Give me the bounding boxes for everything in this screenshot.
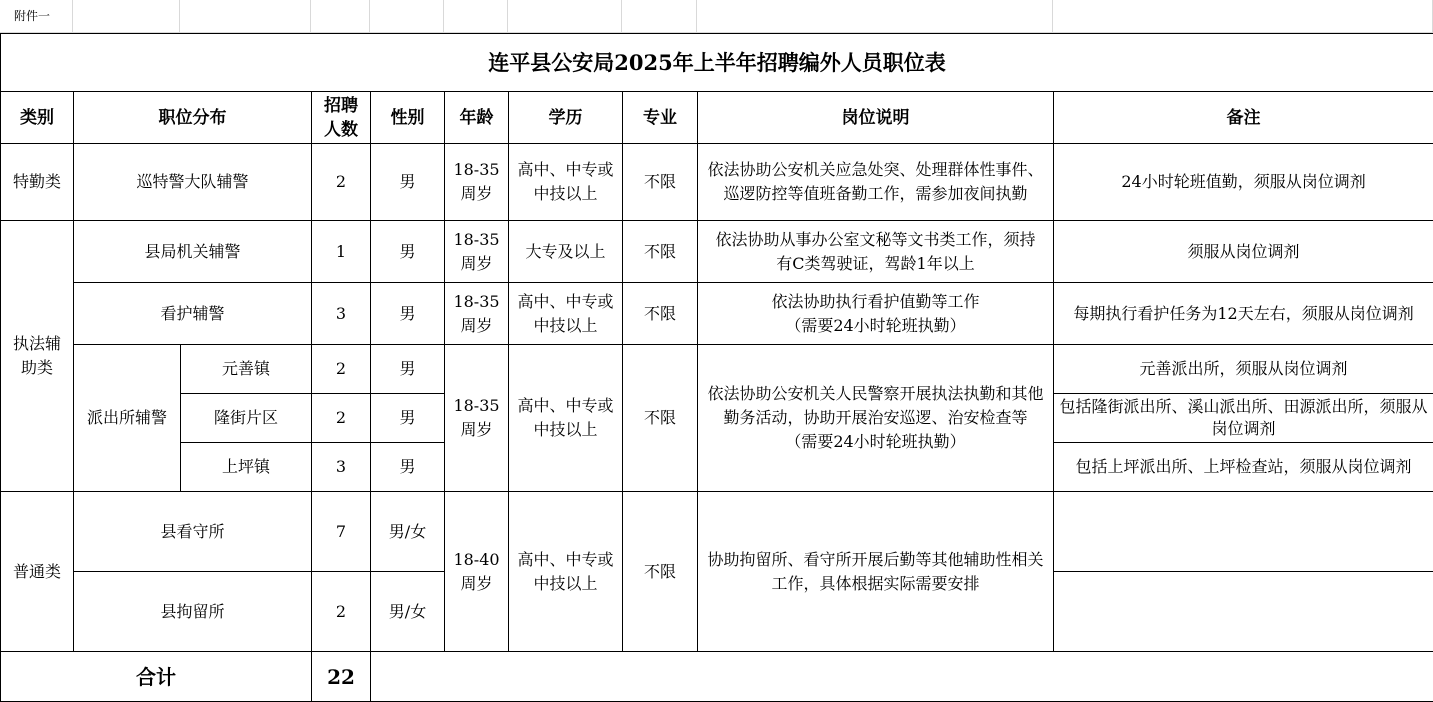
empty-cell	[73, 0, 180, 33]
header-gender: 性别	[371, 92, 445, 144]
count-cell: 3	[312, 443, 371, 492]
station-group-cell: 派出所辅警	[74, 345, 181, 492]
position-cell: 看护辅警	[74, 283, 312, 345]
table-row	[1, 221, 1433, 283]
count-cell: 2	[312, 144, 371, 221]
gender-cell: 男	[371, 221, 445, 283]
recruitment-table	[0, 33, 1433, 702]
age-cell: 18-35周岁	[445, 283, 509, 345]
total-count: 22	[312, 652, 371, 702]
remarks-cell: 每期执行看护任务为12天左右，须服从岗位调剂	[1054, 283, 1433, 345]
header-age: 年龄	[445, 92, 509, 144]
empty-cell	[622, 0, 697, 33]
description-cell: 依法协助公安机关应急处突、处理群体性事件、巡逻防控等值班备勤工作，需参加夜间执勤	[698, 144, 1054, 221]
description-note: （需要24小时轮班执勤）	[702, 314, 1049, 338]
category-cell: 特勤类	[1, 144, 74, 221]
category-cell: 执法辅助类	[1, 221, 74, 492]
location-cell: 上坪镇	[181, 443, 312, 492]
gender-cell: 男	[371, 144, 445, 221]
table-row	[1, 492, 1433, 572]
education-cell: 大专及以上	[509, 221, 623, 283]
gender-cell: 男/女	[371, 572, 445, 652]
description-cell: 依法协助从事办公室文秘等文书类工作，须持有C类驾驶证，驾龄1年以上	[698, 221, 1054, 283]
remarks-cell: 包括隆街派出所、溪山派出所、田源派出所，须服从岗位调剂	[1054, 394, 1433, 443]
count-cell: 2	[312, 572, 371, 652]
position-cell: 县看守所	[74, 492, 312, 572]
location-cell: 元善镇	[181, 345, 312, 394]
education-cell: 高中、中专或中技以上	[509, 345, 623, 492]
total-row	[1, 652, 1433, 702]
age-cell: 18-35周岁	[445, 345, 509, 492]
description-cell	[698, 283, 1054, 345]
remarks-cell: 须服从岗位调剂	[1054, 221, 1433, 283]
major-cell: 不限	[623, 144, 698, 221]
position-cell: 巡特警大队辅警	[74, 144, 312, 221]
education-cell: 高中、中专或中技以上	[509, 283, 623, 345]
empty-cell	[370, 0, 444, 33]
count-cell: 2	[312, 345, 371, 394]
remarks-cell: 24小时轮班值勤，须服从岗位调剂	[1054, 144, 1433, 221]
header-description: 岗位说明	[698, 92, 1054, 144]
count-cell: 3	[312, 283, 371, 345]
table-row	[1, 345, 1433, 394]
gender-cell: 男/女	[371, 492, 445, 572]
age-cell: 18-40周岁	[445, 492, 509, 652]
description-cell: 协助拘留所、看守所开展后勤等其他辅助性相关工作，具体根据实际需要安排	[698, 492, 1054, 652]
major-cell: 不限	[623, 492, 698, 652]
remarks-cell-empty	[1054, 572, 1433, 652]
spreadsheet-top-row	[0, 0, 1433, 33]
attachment-label: 附件一	[0, 0, 73, 33]
empty-cell	[311, 0, 370, 33]
remarks-cell: 元善派出所，须服从岗位调剂	[1054, 345, 1433, 394]
major-cell: 不限	[623, 221, 698, 283]
table-row	[1, 144, 1433, 221]
empty-cell	[1053, 0, 1433, 33]
gender-cell: 男	[371, 443, 445, 492]
age-cell: 18-35周岁	[445, 221, 509, 283]
description-line: 依法协助执行看护值勤等工作	[702, 290, 1049, 314]
location-cell: 隆街片区	[181, 394, 312, 443]
age-cell: 18-35周岁	[445, 144, 509, 221]
major-cell: 不限	[623, 345, 698, 492]
title-row	[1, 34, 1433, 92]
empty-cell	[697, 0, 1053, 33]
description-note: （需要24小时轮班执勤）	[704, 430, 1047, 454]
header-education: 学历	[509, 92, 623, 144]
education-cell: 高中、中专或中技以上	[509, 492, 623, 652]
remarks-cell: 包括上坪派出所、上坪检查站，须服从岗位调剂	[1054, 443, 1433, 492]
gender-cell: 男	[371, 394, 445, 443]
empty-cell	[444, 0, 508, 33]
education-cell: 高中、中专或中技以上	[509, 144, 623, 221]
header-count: 招聘人数	[312, 92, 371, 144]
empty-cell	[180, 0, 311, 33]
description-line: 依法协助公安机关人民警察开展执法执勤和其他勤务活动，协助开展治安巡逻、治安检查等	[704, 382, 1047, 430]
position-cell: 县局机关辅警	[74, 221, 312, 283]
position-cell: 县拘留所	[74, 572, 312, 652]
header-category: 类别	[1, 92, 74, 144]
remarks-cell-empty	[1054, 492, 1433, 572]
header-row	[1, 92, 1433, 144]
category-cell: 普通类	[1, 492, 74, 652]
table-row	[1, 283, 1433, 345]
gender-cell: 男	[371, 345, 445, 394]
total-label: 合计	[1, 652, 312, 702]
empty-cell	[508, 0, 622, 33]
description-cell	[698, 345, 1054, 492]
table-title: 连平县公安局2025年上半年招聘编外人员职位表	[1, 34, 1433, 92]
count-cell: 1	[312, 221, 371, 283]
count-cell: 2	[312, 394, 371, 443]
major-cell: 不限	[623, 283, 698, 345]
header-remarks: 备注	[1054, 92, 1433, 144]
total-empty-cell	[371, 652, 1433, 702]
header-major: 专业	[623, 92, 698, 144]
gender-cell: 男	[371, 283, 445, 345]
header-position: 职位分布	[74, 92, 312, 144]
count-cell: 7	[312, 492, 371, 572]
